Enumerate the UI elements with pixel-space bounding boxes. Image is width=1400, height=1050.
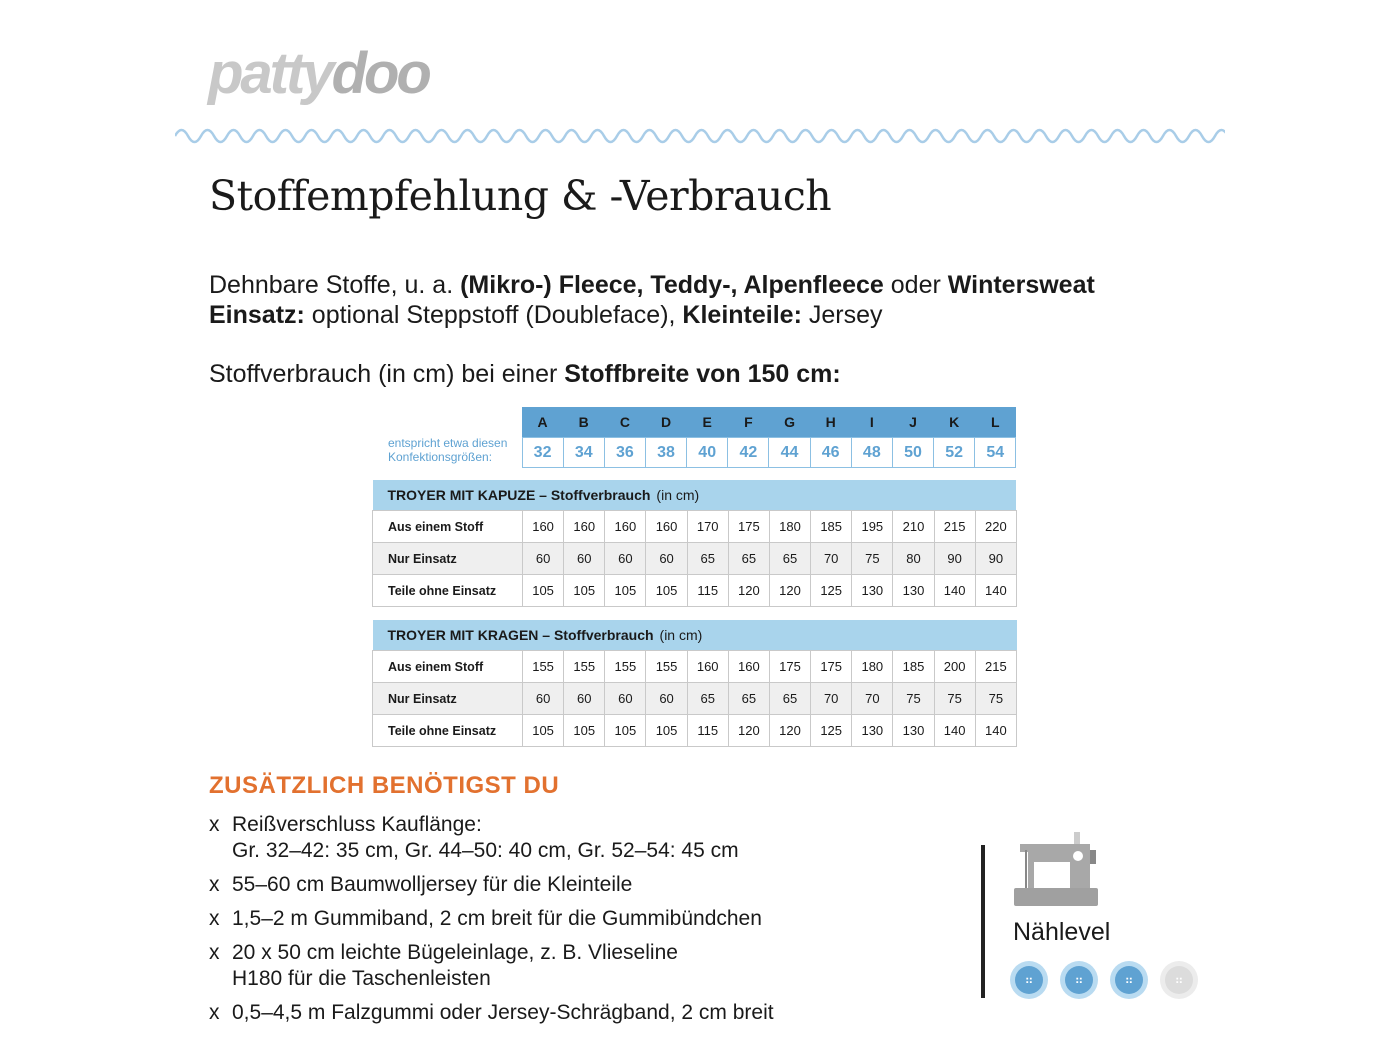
- cell-value: 175: [728, 511, 769, 543]
- row-label: Nur Einsatz: [373, 543, 523, 575]
- hood-usage-table: [372, 480, 1017, 607]
- cell-value: 120: [769, 575, 810, 607]
- t: (Mikro-) Fleece, Teddy-, Alpenfleece: [460, 271, 884, 299]
- section-title-text: TROYER MIT KAPUZE – Stoffverbrauch: [387, 487, 651, 503]
- table-row: [373, 715, 1017, 747]
- t: Stoffverbrauch (in cm) bei einer: [209, 360, 565, 388]
- extras-item: [209, 1000, 774, 1026]
- cell-value: 60: [523, 683, 564, 715]
- logo-text: patty: [208, 41, 332, 106]
- cell-value: 160: [687, 651, 728, 683]
- wave-divider: [175, 122, 1225, 148]
- size-table: [372, 407, 1016, 468]
- cell-value: 75: [934, 683, 975, 715]
- cell-value: 185: [893, 651, 934, 683]
- cell-value: 155: [523, 651, 564, 683]
- cell-value: 90: [934, 543, 975, 575]
- size-letter: A: [522, 407, 563, 438]
- cell-value: 120: [769, 715, 810, 747]
- cell-value: 180: [852, 651, 893, 683]
- extras-list: [209, 812, 774, 1034]
- size-number: 42: [728, 438, 769, 468]
- extras-item: [209, 906, 774, 932]
- table-section-header: [373, 620, 1017, 651]
- size-number: 46: [810, 438, 851, 468]
- sewing-machine-icon: [1012, 832, 1104, 908]
- page-title: Stoffempfehlung & -Verbrauch: [209, 172, 832, 220]
- cell-value: 175: [811, 651, 852, 683]
- section-title: [373, 480, 1017, 511]
- cell-value: 105: [646, 715, 687, 747]
- pattydoo-logo: [208, 40, 429, 107]
- cell-value: 75: [893, 683, 934, 715]
- cell-value: 125: [811, 715, 852, 747]
- bullet-x: x: [209, 813, 220, 836]
- button-icon: [1010, 961, 1048, 999]
- size-number: 38: [645, 438, 686, 468]
- table-row: [373, 651, 1017, 683]
- cell-value: 60: [605, 683, 646, 715]
- size-caption: entspricht etwa diesen Konfektionsgrößen:: [372, 407, 522, 468]
- cell-value: 115: [687, 575, 728, 607]
- size-number: 36: [604, 438, 645, 468]
- cell-value: 130: [893, 715, 934, 747]
- size-letter: D: [645, 407, 686, 438]
- size-number: 44: [769, 438, 810, 468]
- cell-value: 155: [564, 651, 605, 683]
- cell-value: 105: [564, 575, 605, 607]
- size-letter: I: [851, 407, 892, 438]
- t: optional Steppstoff (Doubleface),: [304, 301, 683, 329]
- cell-value: 215: [975, 651, 1016, 683]
- cell-value: 70: [852, 683, 893, 715]
- cell-value: 65: [687, 543, 728, 575]
- bullet-x: x: [209, 907, 220, 930]
- cell-value: 160: [564, 511, 605, 543]
- size-number: 48: [851, 438, 892, 468]
- cell-value: 130: [852, 715, 893, 747]
- button-icon: [1110, 961, 1148, 999]
- t: Kleinteile:: [682, 301, 802, 329]
- table-row: [373, 575, 1017, 607]
- cell-value: 105: [646, 575, 687, 607]
- cell-value: 175: [769, 651, 810, 683]
- cell-value: 140: [934, 715, 975, 747]
- cell-value: 105: [605, 575, 646, 607]
- cell-value: 65: [728, 543, 769, 575]
- item-line: 0,5–4,5 m Falzgummi oder Jersey-Schrägband, 2 cm breit: [232, 1001, 774, 1024]
- t: oder: [883, 271, 948, 299]
- button-icon: [1160, 961, 1198, 999]
- cell-value: 75: [852, 543, 893, 575]
- cell-value: 210: [893, 511, 934, 543]
- cell-value: 160: [605, 511, 646, 543]
- table-row: [373, 683, 1017, 715]
- cell-value: 180: [769, 511, 810, 543]
- cell-value: 105: [523, 575, 564, 607]
- cell-value: 105: [605, 715, 646, 747]
- item-line: Reißverschluss Kauflänge:: [232, 813, 482, 836]
- cell-value: 120: [728, 715, 769, 747]
- cell-value: 60: [564, 683, 605, 715]
- cell-value: 155: [646, 651, 687, 683]
- cell-value: 60: [605, 543, 646, 575]
- cell-value: 80: [893, 543, 934, 575]
- size-number: 52: [934, 438, 975, 468]
- cell-value: 130: [852, 575, 893, 607]
- cell-value: 65: [728, 683, 769, 715]
- collar-usage-table: [372, 620, 1017, 747]
- table-row: [373, 543, 1017, 575]
- cell-value: 60: [523, 543, 564, 575]
- fabric-recommendation: [209, 270, 1095, 330]
- table-row: [373, 511, 1017, 543]
- cell-value: 155: [605, 651, 646, 683]
- size-number: 54: [975, 438, 1016, 468]
- cell-value: 65: [687, 683, 728, 715]
- cell-value: 160: [646, 511, 687, 543]
- extras-item: [209, 872, 774, 898]
- button-holes: ⠶: [1115, 966, 1143, 994]
- bullet-x: x: [209, 873, 220, 896]
- size-number: 50: [892, 438, 933, 468]
- size-letter: C: [604, 407, 645, 438]
- t: Einsatz:: [209, 301, 305, 329]
- t: Wintersweat: [947, 271, 1095, 299]
- logo-text-b: doo: [331, 41, 429, 106]
- cell-value: 60: [646, 543, 687, 575]
- size-number: 40: [687, 438, 728, 468]
- size-letter: H: [810, 407, 851, 438]
- cell-value: 90: [975, 543, 1016, 575]
- cell-value: 220: [975, 511, 1016, 543]
- cell-value: 160: [728, 651, 769, 683]
- cell-value: 70: [811, 683, 852, 715]
- extras-item: [209, 812, 774, 864]
- section-title-text: TROYER MIT KRAGEN – Stoffverbrauch: [387, 627, 654, 643]
- cell-value: 125: [811, 575, 852, 607]
- cell-value: 215: [934, 511, 975, 543]
- size-letter: L: [975, 407, 1016, 438]
- item-line: Gr. 32–42: 35 cm, Gr. 44–50: 40 cm, Gr. 52–54: 45 cm: [232, 839, 739, 862]
- section-unit: (in cm): [659, 627, 703, 643]
- item-line: 55–60 cm Baumwolljersey für die Kleinteile: [232, 873, 633, 896]
- sewing-level-label: Nählevel: [1013, 918, 1111, 946]
- divider: [981, 845, 985, 998]
- size-letter: F: [728, 407, 769, 438]
- item-line: 20 x 50 cm leichte Bügeleinlage, z. B. Vlieseline: [232, 941, 678, 964]
- row-label: Aus einem Stoff: [373, 511, 523, 543]
- cell-value: 105: [564, 715, 605, 747]
- cell-value: 105: [523, 715, 564, 747]
- size-number: 32: [522, 438, 563, 468]
- section-title: [373, 620, 1017, 651]
- row-label: Teile ohne Einsatz: [373, 715, 523, 747]
- cell-value: 140: [975, 575, 1016, 607]
- cell-value: 70: [811, 543, 852, 575]
- button-holes: ⠶: [1015, 966, 1043, 994]
- extras-heading: ZUSÄTZLICH BENÖTIGST DU: [209, 772, 560, 799]
- button-holes: ⠶: [1065, 966, 1093, 994]
- t: Stoffbreite von 150 cm:: [564, 360, 841, 388]
- button-holes: ⠶: [1165, 966, 1193, 994]
- size-letter: G: [769, 407, 810, 438]
- bullet-x: x: [209, 1001, 220, 1024]
- cell-value: 170: [687, 511, 728, 543]
- cell-value: 60: [646, 683, 687, 715]
- cell-value: 140: [975, 715, 1016, 747]
- size-letter: K: [934, 407, 975, 438]
- t: Dehnbare Stoffe, u. a.: [209, 271, 461, 299]
- row-label: Nur Einsatz: [373, 683, 523, 715]
- cell-value: 200: [934, 651, 975, 683]
- cell-value: 65: [769, 683, 810, 715]
- row-label: Aus einem Stoff: [373, 651, 523, 683]
- section-unit: (in cm): [656, 487, 700, 503]
- size-number: 34: [563, 438, 604, 468]
- cell-value: 65: [769, 543, 810, 575]
- size-letter: B: [563, 407, 604, 438]
- cell-value: 185: [811, 511, 852, 543]
- t: Jersey: [801, 301, 883, 329]
- button-icon: [1060, 961, 1098, 999]
- extras-item: [209, 940, 774, 992]
- cell-value: 60: [564, 543, 605, 575]
- item-line: 1,5–2 m Gummiband, 2 cm breit für die Gummibündchen: [232, 907, 762, 930]
- table-section-header: [373, 480, 1017, 511]
- cell-value: 115: [687, 715, 728, 747]
- cell-value: 120: [728, 575, 769, 607]
- item-line: H180 für die Taschenleisten: [232, 967, 491, 990]
- cell-value: 75: [975, 683, 1016, 715]
- bullet-x: x: [209, 941, 220, 964]
- cell-value: 195: [852, 511, 893, 543]
- cell-value: 130: [893, 575, 934, 607]
- usage-intro: [209, 359, 841, 389]
- cell-value: 160: [523, 511, 564, 543]
- sewing-level-rating: [1010, 961, 1198, 999]
- size-letter: J: [892, 407, 933, 438]
- cell-value: 140: [934, 575, 975, 607]
- size-letter: E: [687, 407, 728, 438]
- row-label: Teile ohne Einsatz: [373, 575, 523, 607]
